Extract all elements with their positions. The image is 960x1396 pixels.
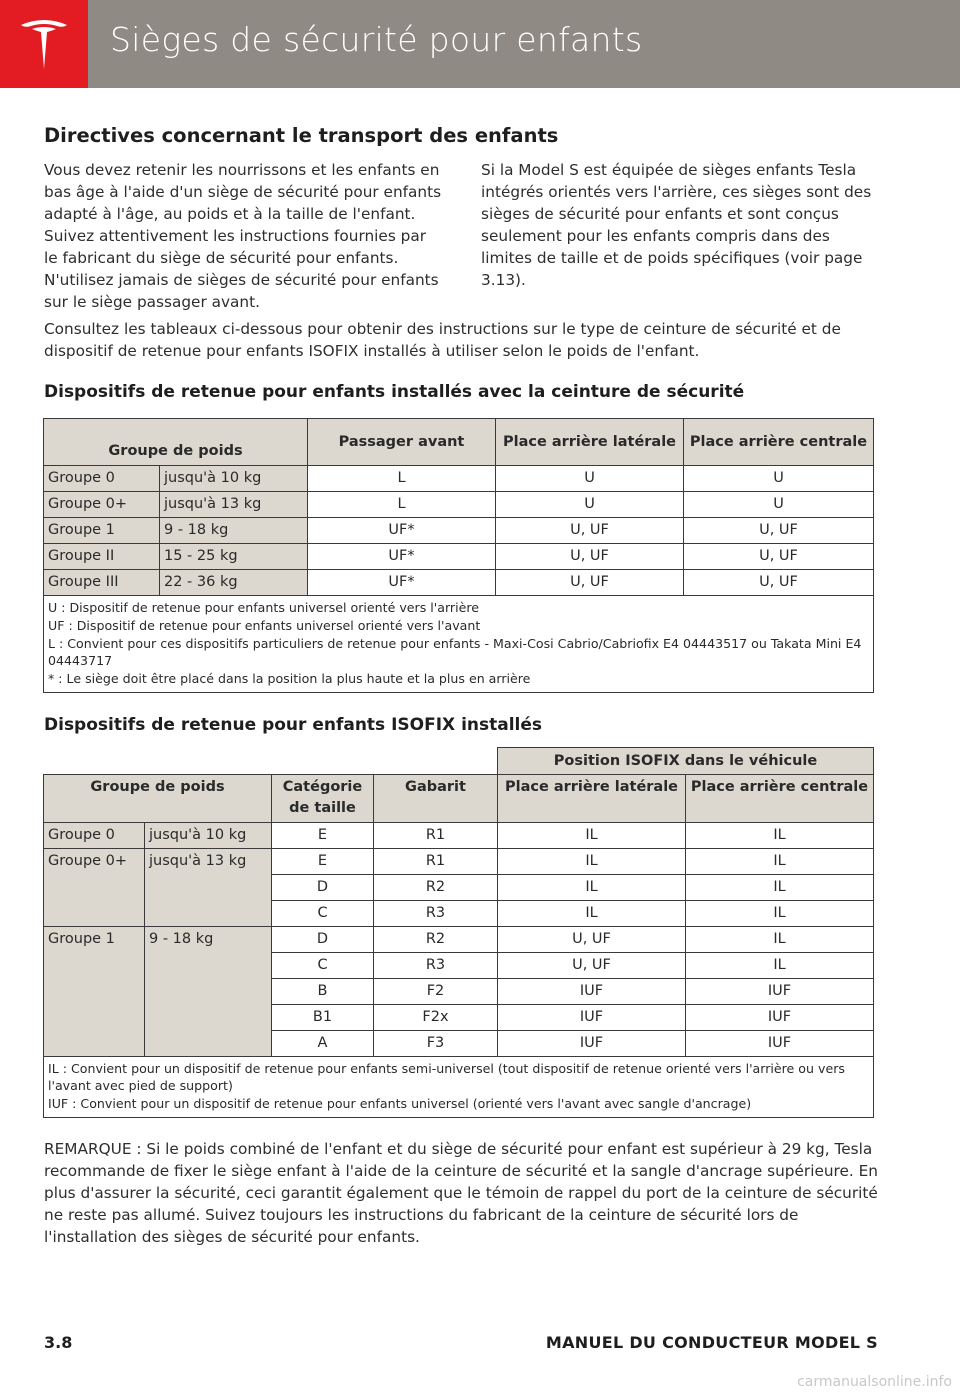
value-cell: IL bbox=[686, 849, 874, 875]
section-title: Directives concernant le transport des enfants bbox=[44, 124, 559, 147]
table-row bbox=[44, 492, 874, 518]
tesla-logo bbox=[0, 0, 88, 88]
weight-cell: jusqu'à 13 kg bbox=[160, 492, 308, 518]
seatbelt-restraint-table bbox=[43, 418, 874, 693]
value-cell: U, UF bbox=[498, 953, 686, 979]
watermark: carmanualsonline.info bbox=[797, 1374, 952, 1390]
value-cell: IL bbox=[498, 823, 686, 849]
table2-notes-row bbox=[44, 1057, 874, 1118]
value-cell: R1 bbox=[374, 823, 498, 849]
note-star: * : Le siège doit être placé dans la position la plus haute et la plus en arrière bbox=[48, 671, 531, 686]
note-iuf: IUF : Convient pour un dispositif de retenue pour enfants universel (orienté vers l'avant avec sangle d'ancrage) bbox=[48, 1096, 752, 1111]
table-row bbox=[44, 570, 874, 596]
table-row bbox=[44, 544, 874, 570]
manual-title: MANUEL DU CONDUCTEUR MODEL S bbox=[545, 1333, 878, 1352]
note-uf: UF : Dispositif de retenue pour enfants universel orienté vers l'avant bbox=[48, 618, 481, 633]
table1-notes-row bbox=[44, 596, 874, 693]
group-cell: Groupe 1 bbox=[44, 518, 160, 544]
value-cell: IUF bbox=[686, 1005, 874, 1031]
group-cell: Groupe III bbox=[44, 570, 160, 596]
weight-cell: jusqu'à 10 kg bbox=[145, 823, 272, 849]
value-cell: IUF bbox=[498, 979, 686, 1005]
group-cell: Groupe 0+ bbox=[44, 849, 145, 927]
value-cell: U, UF bbox=[496, 570, 684, 596]
value-cell: D bbox=[272, 927, 374, 953]
value-cell: C bbox=[272, 901, 374, 927]
value-cell: U, UF bbox=[684, 544, 874, 570]
value-cell: R3 bbox=[374, 953, 498, 979]
table2-title: Dispositifs de retenue pour enfants ISOFIX installés bbox=[44, 715, 543, 735]
th-size-category: Catégorie de taille bbox=[272, 775, 374, 823]
group-cell: Groupe 0 bbox=[44, 823, 145, 849]
paragraph-right: Si la Model S est équipée de sièges enfants Tesla intégrés orientés vers l'arrière, ces sièges sont des sièges de sécurité pour enfants et sont conçus seulement pour les enfants compris dans des limites de taille et de poids spécifiques (voir page 3.13). bbox=[481, 161, 872, 289]
table2-top-header-row bbox=[44, 748, 874, 775]
value-cell: L bbox=[308, 466, 496, 492]
th-weight-group: Groupe de poids bbox=[44, 775, 272, 823]
th-isofix-position: Position ISOFIX dans le véhicule bbox=[498, 748, 874, 775]
table-row bbox=[44, 466, 874, 492]
value-cell: L bbox=[308, 492, 496, 518]
value-cell: R3 bbox=[374, 901, 498, 927]
value-cell: IL bbox=[686, 901, 874, 927]
th-front-passenger: Passager avant bbox=[308, 419, 496, 466]
isofix-restraint-table bbox=[43, 747, 874, 1118]
table1-header-row bbox=[44, 419, 874, 466]
value-cell: IL bbox=[686, 823, 874, 849]
value-cell: U, UF bbox=[684, 570, 874, 596]
page-number: 3.8 bbox=[44, 1333, 73, 1352]
table2-header-row bbox=[44, 775, 874, 823]
value-cell: UF* bbox=[308, 570, 496, 596]
table-row bbox=[44, 518, 874, 544]
note-l: L : Convient pour ces dispositifs particuliers de retenue pour enfants - Maxi-Cosi Cabrio/Cabriofix E4 04443517 ou Takata Mini E4 04443717 bbox=[48, 636, 862, 668]
value-cell: R2 bbox=[374, 875, 498, 901]
group-cell: Groupe 1 bbox=[44, 927, 145, 1057]
weight-cell: 15 - 25 kg bbox=[160, 544, 308, 570]
table-row bbox=[44, 927, 874, 953]
value-cell: E bbox=[272, 823, 374, 849]
value-cell: IUF bbox=[686, 1031, 874, 1057]
value-cell: IUF bbox=[498, 1031, 686, 1057]
th-weight-group: Groupe de poids bbox=[44, 419, 308, 466]
table-row bbox=[44, 823, 874, 849]
page-title: Sièges de sécurité pour enfants bbox=[110, 20, 643, 59]
value-cell: IL bbox=[498, 901, 686, 927]
table1-notes bbox=[44, 596, 874, 693]
value-cell: R2 bbox=[374, 927, 498, 953]
value-cell: IUF bbox=[498, 1005, 686, 1031]
value-cell: IL bbox=[498, 875, 686, 901]
value-cell: B bbox=[272, 979, 374, 1005]
value-cell: UF* bbox=[308, 518, 496, 544]
group-cell: Groupe 0+ bbox=[44, 492, 160, 518]
value-cell: C bbox=[272, 953, 374, 979]
value-cell: IL bbox=[686, 927, 874, 953]
value-cell: U bbox=[684, 492, 874, 518]
tesla-logo-icon bbox=[18, 16, 70, 72]
th-rear-center: Place arrière centrale bbox=[684, 419, 874, 466]
value-cell: IL bbox=[686, 875, 874, 901]
intro-paragraph: Consultez les tableaux ci-dessous pour obtenir des instructions sur le type de ceinture de sécurité et de dispositif de retenue pour enfants ISOFIX installés à utiliser selon le poids de l'enfant. bbox=[44, 320, 841, 360]
th-rear-outboard: Place arrière latérale bbox=[496, 419, 684, 466]
weight-cell: 9 - 18 kg bbox=[160, 518, 308, 544]
remark-paragraph: REMARQUE : Si le poids combiné de l'enfant et du siège de sécurité pour enfant est supérieur à 29 kg, Tesla recommande de fixer le siège enfant à l'aide de la ceinture de sécurité et la sangle d'ancrage supérieure. En plus d'assurer la sécurité, ceci garantit également que le témoin de rappel du port de la ceinture de sécurité ne reste pas allumé. Suivez toujours les instructions du fabricant de la ceinture de sécurité lors de l'installation des sièges de sécurité pour enfants. bbox=[44, 1140, 878, 1246]
table-row bbox=[44, 849, 874, 875]
value-cell: U, UF bbox=[498, 927, 686, 953]
value-cell: B1 bbox=[272, 1005, 374, 1031]
value-cell: U, UF bbox=[684, 518, 874, 544]
value-cell: IL bbox=[498, 849, 686, 875]
table1-title: Dispositifs de retenue pour enfants installés avec la ceinture de sécurité bbox=[44, 382, 745, 402]
value-cell: F3 bbox=[374, 1031, 498, 1057]
group-cell: Groupe 0 bbox=[44, 466, 160, 492]
value-cell: A bbox=[272, 1031, 374, 1057]
value-cell: U bbox=[496, 492, 684, 518]
value-cell: U, UF bbox=[496, 518, 684, 544]
value-cell: U bbox=[684, 466, 874, 492]
weight-cell: jusqu'à 13 kg bbox=[145, 849, 272, 927]
value-cell: F2 bbox=[374, 979, 498, 1005]
value-cell: E bbox=[272, 849, 374, 875]
note-u: U : Dispositif de retenue pour enfants universel orienté vers l'arrière bbox=[48, 600, 479, 615]
page-header bbox=[0, 0, 960, 88]
group-cell: Groupe II bbox=[44, 544, 160, 570]
weight-cell: jusqu'à 10 kg bbox=[160, 466, 308, 492]
th-rear-center: Place arrière centrale bbox=[686, 775, 874, 823]
weight-cell: 9 - 18 kg bbox=[145, 927, 272, 1057]
note-il: IL : Convient pour un dispositif de retenue pour enfants semi-universel (tout dispositif de retenue orienté vers l'arrière ou vers l'avant avec pied de support) bbox=[48, 1061, 845, 1093]
weight-cell: 22 - 36 kg bbox=[160, 570, 308, 596]
value-cell: IUF bbox=[686, 979, 874, 1005]
value-cell: IL bbox=[686, 953, 874, 979]
value-cell: R1 bbox=[374, 849, 498, 875]
value-cell: UF* bbox=[308, 544, 496, 570]
value-cell: D bbox=[272, 875, 374, 901]
paragraph-left: Vous devez retenir les nourrissons et les enfants en bas âge à l'aide d'un siège de sécurité pour enfants adapté à l'âge, au poids et à la taille de l'enfant. Suivez attentivement les instructions fournies par le fabricant du siège de sécurité pour enfants. N'utilisez jamais de sièges de sécurité pour enfants sur le siège passager avant. bbox=[44, 161, 442, 311]
value-cell: U, UF bbox=[496, 544, 684, 570]
table2-notes bbox=[44, 1057, 874, 1118]
value-cell: U bbox=[496, 466, 684, 492]
value-cell: F2x bbox=[374, 1005, 498, 1031]
th-rear-outboard: Place arrière latérale bbox=[498, 775, 686, 823]
th-fixture: Gabarit bbox=[374, 775, 498, 823]
